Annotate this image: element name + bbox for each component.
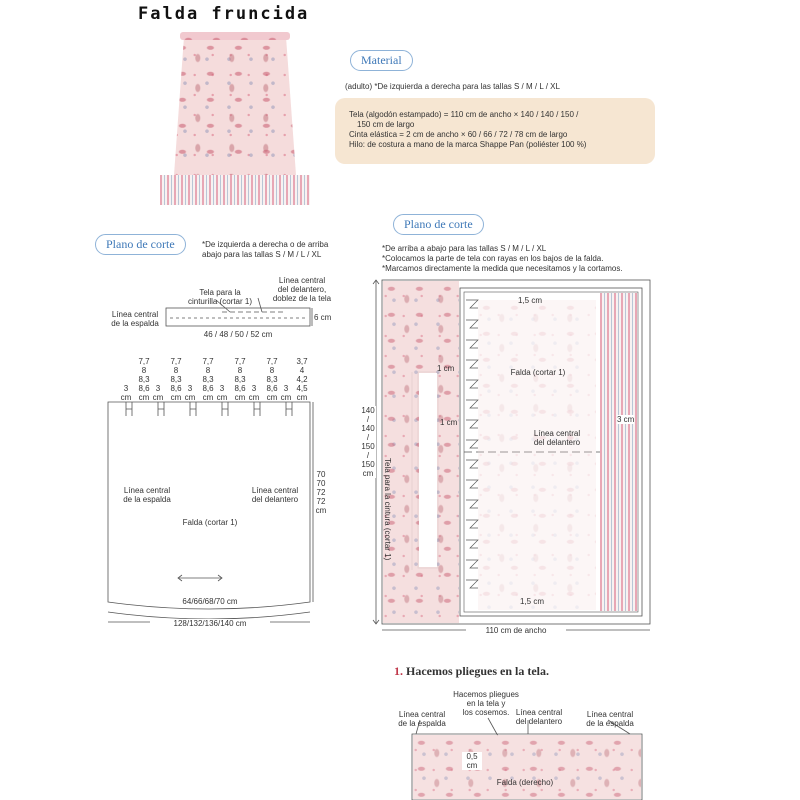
step-title-text: Hacemos pliegues en la tela. bbox=[406, 664, 549, 678]
material-line: Hilo: de costura a mano de la marca Shappe Pan (poliéster 100 %) bbox=[349, 140, 587, 149]
fabric-print-center bbox=[478, 300, 596, 610]
left-plan-heading: Plano de corte bbox=[95, 234, 186, 255]
material-line: Tela (algodón estampado) = 110 cm de ancho × 140 / 140 / 150 / bbox=[349, 110, 579, 119]
waistband-piece bbox=[419, 373, 437, 567]
pleat-column: 7,7 8 8,3 8,6 cm bbox=[138, 357, 150, 402]
stripe-width: 3 cm bbox=[617, 415, 635, 424]
step-center-back-right: Línea central de la espalda bbox=[586, 710, 634, 728]
step-center-back-left: Línea central de la espalda bbox=[398, 710, 446, 728]
right-skirt-label: Falda (cortar 1) bbox=[510, 368, 566, 377]
step-number: 1. bbox=[394, 664, 403, 678]
pleat-column: 7,7 8 8,3 8,6 cm bbox=[266, 357, 278, 402]
right-plan-note: *Colocamos la parte de tela con rayas en los bajos de la falda. bbox=[382, 254, 604, 263]
pleat-small: 3 cm bbox=[216, 384, 228, 402]
pleat-small: 3 cm bbox=[280, 384, 292, 402]
waistband-label: Tela para la cinturilla (cortar 1) bbox=[187, 288, 252, 306]
pleat-column: 7,7 8 8,3 8,6 cm bbox=[202, 357, 214, 402]
step-title bbox=[394, 664, 549, 679]
skirt-outer-width: 128/132/136/140 cm bbox=[150, 619, 270, 628]
waistband-label-vertical: Tela para la cintura (cortar 1) bbox=[383, 458, 392, 561]
right-center-front: Línea central del delantero bbox=[533, 429, 581, 447]
waistband-width: 46 / 48 / 50 / 52 cm bbox=[166, 330, 310, 339]
material-note: (adulto) *De izquierda a derecha para las tallas S / M / L / XL bbox=[345, 82, 560, 91]
pleat-column: 3,7 4 4,2 4,5 cm bbox=[296, 357, 308, 402]
material-line: Cinta elástica = 2 cm de ancho × 60 / 66 / 72 / 78 cm de largo bbox=[349, 130, 568, 139]
pleat-column: 7,7 8 8,3 8,6 cm bbox=[234, 357, 246, 402]
skirt-inner-width: 64/66/68/70 cm bbox=[182, 597, 238, 606]
material-line: 150 cm de largo bbox=[357, 120, 415, 129]
step-center-front: Línea central del delantero bbox=[515, 708, 563, 726]
material-heading: Material bbox=[350, 50, 413, 71]
step-fabric-print bbox=[413, 735, 641, 799]
seam-bottom: 1,5 cm bbox=[520, 597, 545, 606]
right-plan-heading: Plano de corte bbox=[393, 214, 484, 235]
fabric-width: 110 cm de ancho bbox=[466, 626, 566, 635]
skirt-center-front: Línea central del delantero bbox=[251, 486, 299, 504]
skirt-label: Falda (cortar 1) bbox=[182, 518, 238, 527]
one-cm-label: 1 cm bbox=[437, 364, 455, 373]
right-plan-note: *Marcamos directamente la medida que necesitamos y la cortamos. bbox=[382, 264, 623, 273]
step-measure: 0,5 cm bbox=[462, 752, 482, 770]
step-pleat-note: Hacemos pliegues en la tela y los cosemos. bbox=[453, 690, 519, 717]
page-title: Falda fruncida bbox=[138, 4, 310, 24]
pleat-small: 3 cm bbox=[152, 384, 164, 402]
pleat-small: 3 cm bbox=[120, 384, 132, 402]
skirt-center-back: Línea central de la espalda bbox=[123, 486, 171, 504]
pleat-small: 3 cm bbox=[184, 384, 196, 402]
seam-top: 1,5 cm bbox=[518, 296, 543, 305]
fabric-stripes bbox=[600, 293, 637, 611]
skirt-length: 70 70 72 72 cm bbox=[315, 470, 327, 515]
one-cm-label: 1 cm bbox=[440, 418, 458, 427]
pleat-column: 7,7 8 8,3 8,6 cm bbox=[170, 357, 182, 402]
left-plan-note: abajo para las tallas S / M / L / XL bbox=[202, 250, 322, 259]
fabric-length: 140 / 140 / 150 / 150 cm bbox=[361, 406, 375, 478]
waistband-center-back: Línea central de la espalda bbox=[111, 310, 159, 328]
pleat-small: 3 cm bbox=[248, 384, 260, 402]
waistband-center-front: Línea central del delantero, doblez de la tela bbox=[272, 276, 332, 303]
waistband-height: 6 cm bbox=[314, 313, 332, 322]
right-plan-note: *De arriba a abajo para las tallas S / M / L / XL bbox=[382, 244, 547, 253]
step-skirt-label: Falda (derecho) bbox=[496, 778, 554, 787]
left-plan-note: *De izquierda a derecha o de arriba bbox=[202, 240, 329, 249]
